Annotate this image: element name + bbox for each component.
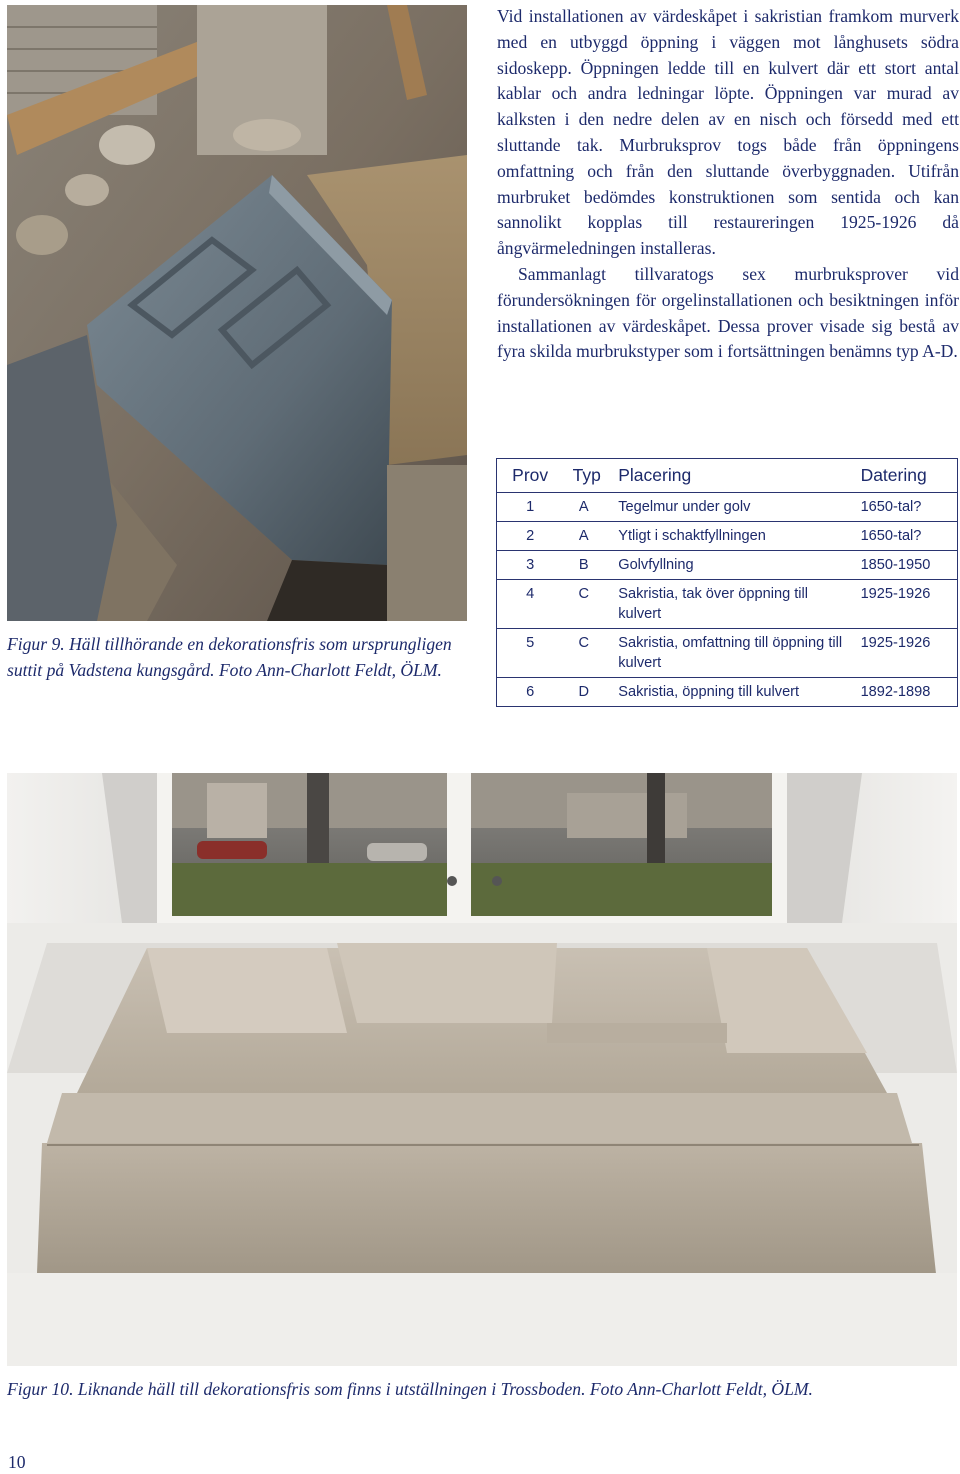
figure-9-photo — [7, 5, 467, 621]
cell-datering: 1892-1898 — [853, 678, 958, 707]
table-row — [497, 551, 958, 580]
column-header-prov: Prov — [497, 459, 564, 493]
cell-placering: Sakristia, öppning till kulvert — [610, 678, 852, 707]
table-row — [497, 493, 958, 522]
column-header-typ: Typ — [563, 459, 610, 493]
mortar-samples-table — [496, 458, 958, 707]
cell-typ: D — [563, 678, 610, 707]
figure-10-caption: Figur 10. Liknande häll till dekorationsfris som finns i utställningen i Trossboden. Foto Ann-Charlott Feldt, ÖLM. — [7, 1379, 813, 1399]
body-text — [497, 4, 959, 365]
cell-placering: Golvfyllning — [610, 551, 852, 580]
cell-prov: 3 — [497, 551, 564, 580]
column-header-placering: Placering — [610, 459, 852, 493]
table-header-row — [497, 459, 958, 493]
cell-typ: A — [563, 522, 610, 551]
cell-datering: 1925-1926 — [853, 629, 958, 678]
table-row — [497, 580, 958, 629]
body-paragraph: Vid installationen av värdeskåpet i sakristian framkom murverk med en utbyggd öppning i väggen mot långhusets södra sidoskepp. Öppningen ledde till en kulvert där ett stort antal kablar och andra ledningar löpte. Öppningen var murad av kalksten i den nedre delen av en nisch och försedd med ett sluttande tak. Murbruksprov togs både från öppningens omfattning och från den sluttande överbyggnaden. Utifrån murbruket bedömdes konstruktionen som sentida och kan sannolikt kopplas till restaureringen 1925-1926 då ångvärmeledningen installeras. — [497, 6, 959, 259]
table-row — [497, 678, 958, 707]
cell-placering: Ytligt i schaktfyllningen — [610, 522, 852, 551]
cell-typ: C — [563, 629, 610, 678]
table-row — [497, 522, 958, 551]
cell-prov: 5 — [497, 629, 564, 678]
cell-prov: 2 — [497, 522, 564, 551]
figure-10-photo — [7, 773, 957, 1366]
cell-datering: 1650-tal? — [853, 522, 958, 551]
cell-prov: 6 — [497, 678, 564, 707]
cell-placering: Sakristia, tak över öppning till kulvert — [610, 580, 852, 629]
column-header-datering: Datering — [853, 459, 958, 493]
cell-typ: A — [563, 493, 610, 522]
body-paragraph: Sammanlagt tillvaratogs sex murbruksprover vid förundersökningen för orgelinstallationen och besiktningen inför installationen av värdeskåpet. Dessa prover visade sig bestå av fyra skilda murbrukstyper som i fortsättningen benämns typ A-D. — [497, 263, 959, 362]
cell-datering: 1925-1926 — [853, 580, 958, 629]
cell-placering: Tegelmur under golv — [610, 493, 852, 522]
stone-slab-exhibition-image — [7, 773, 957, 1366]
cell-datering: 1850-1950 — [853, 551, 958, 580]
cell-prov: 4 — [497, 580, 564, 629]
page-number: 10 — [8, 1452, 26, 1472]
cell-typ: C — [563, 580, 610, 629]
cell-typ: B — [563, 551, 610, 580]
cell-placering: Sakristia, omfattning till öppning till kulvert — [610, 629, 852, 678]
cell-prov: 1 — [497, 493, 564, 522]
figure-9-caption: Figur 9. Häll tillhörande en dekorationsfris som ursprungligen suttit på Vadstena kungsgård. Foto Ann-Charlott Feldt, ÖLM. — [7, 634, 452, 680]
table-row — [497, 629, 958, 678]
stone-slab-excavation-image — [7, 5, 467, 621]
cell-datering: 1650-tal? — [853, 493, 958, 522]
